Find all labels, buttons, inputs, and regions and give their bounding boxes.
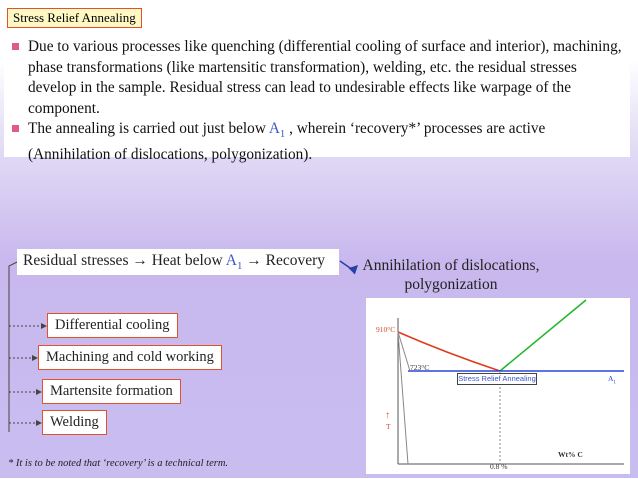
y-axis-label: T (386, 422, 391, 431)
footnote: * It is to be noted that ‘recovery’ is a technical term. (8, 458, 229, 469)
up-arrow-icon: ↑ (385, 410, 390, 421)
bracket-line (9, 262, 17, 432)
bullet-2-a1: $A_1$ (268, 120, 286, 141)
bullet-2-post: , wherein ‘recovery*’ processes are active (Annihilation of dislocations, polygonization). (28, 120, 546, 163)
recovery-result: Annihilation of dislocations, polygonization (362, 257, 540, 293)
temp-723-label: 723°C (410, 363, 430, 372)
source-machining: Machining and cold working (38, 345, 222, 370)
source-martensite: Martensite formation (42, 379, 181, 404)
slide-title: Stress Relief Annealing (7, 8, 142, 28)
source-differential-cooling: Differential cooling (47, 313, 178, 338)
flow-arrow (340, 261, 357, 270)
acm-line (500, 300, 586, 371)
x-mark-label: 0.8 % (490, 462, 508, 471)
bullet-1-text: Due to various processes like quenching (differential cooling of surface and interior), machining, phase transformations (like martensitic transformation), welding, etc. the residual stresses develop in the sample. Residual stress can lead to undesirable effects like warpage of the component. (28, 38, 622, 117)
x-axis-label: Wt% C (558, 450, 583, 459)
flow-a1: $A_1$ (225, 252, 243, 273)
source-welding: Welding (42, 410, 107, 435)
phase-diagram-plot (366, 298, 630, 474)
ferrite-boundary (398, 332, 408, 464)
stress-relief-region-label: Stress Relief Annealing (458, 374, 536, 383)
flow-statement: Residual stresses → Heat below $A_1$ → Recovery (17, 249, 339, 275)
phase-diagram (366, 298, 630, 474)
a1-label: $A_1$ (608, 374, 617, 386)
temp-910-label: 910°C (376, 325, 396, 334)
bullet-2-pre: The annealing is carried out just below (28, 120, 269, 137)
